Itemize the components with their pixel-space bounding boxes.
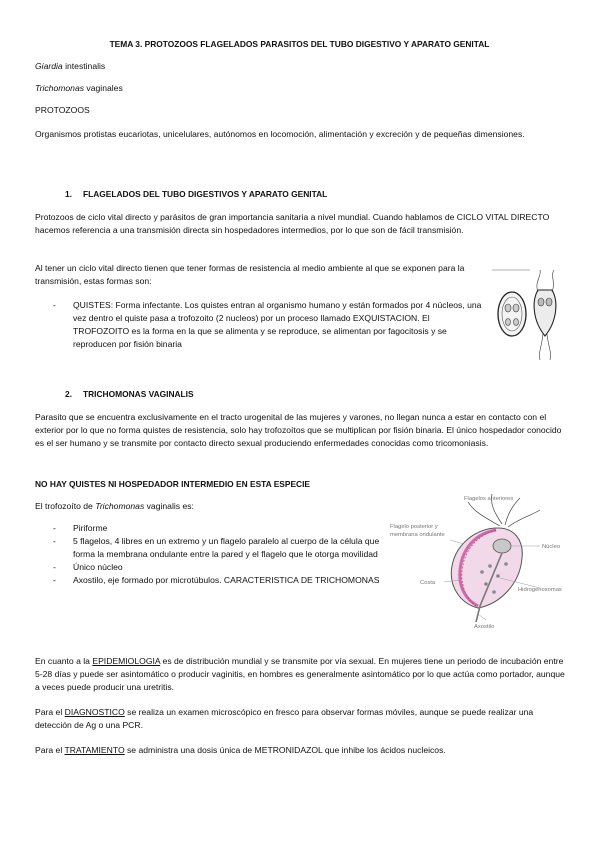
document-title: TEMA 3. PROTOZOOS FLAGELADOS PARASITOS DEL TUBO DIGESTIVO Y APARATO GENITAL: [109, 39, 490, 49]
section1-paragraph-1: Protozoos de ciclo vital directo y parásitos de gran importancia sanitaria a nivel mundial. Cuando hablamos de CICLO VITAL DIRECTO hacemos referencia a una transmisión directa sin hospedadores intermedios, por lo que son de fácil transmisión.: [35, 212, 550, 235]
section2-heading: 2. TRICHOMONAS VAGINALIS: [65, 389, 194, 399]
section2-paragraph-1: Parasito que se encuentra exclusivamente en el tracto urogenital de las mujeres y varones, no llegan nunca a estar en contacto con el exterior por lo que no forma quistes de resistencia, solo hay trofozoítos que se multiplican por fisión binaria. El único hospedador conocido es el ser humano y se transmite por contacto directo sexual produciendo enfermedades conocidas como tricomoniasis.: [35, 412, 562, 448]
tratamiento-paragraph: Para el TRATAMIENTO se administra una dosis única de METRONIDAZOL que inhibe los ácidos nucleicos.: [35, 745, 446, 755]
giardia-illustration: [490, 262, 570, 362]
label-nucleo: Núcleo: [542, 544, 561, 550]
trofozoito-list: [35, 522, 387, 587]
epidemiologia-term: EPIDEMIOLOGIA: [92, 656, 161, 666]
label-flagelos: Flagelos anteriores: [464, 496, 514, 502]
protozoos-definition: Organismos protistas eucariotas, unicelulares, autónomos en locomoción, alimentación y excreción y de pequeñas dimensiones.: [35, 129, 525, 139]
label-hidrogenosomas: Hidrogenosomas: [518, 587, 562, 593]
trichomonas-illustration: [390, 488, 570, 636]
section1-paragraph-2: Al tener un ciclo vital directo tienen que tener formas de resistencia al medio ambiente al que se exponen para la transmisión, estas formas son:: [35, 263, 465, 286]
section1-list: [35, 299, 485, 351]
diagnostico-paragraph: Para el DIAGNOSTICO se realiza un examen microscópico en fresco para observar formas móviles, aunque se puede realizar una detección de Ag o una PCR.: [35, 707, 534, 730]
list-item: - 5 flagelos, 4 libres en un extremo y un flagelo paralelo al cuerpo de la célula que forma la membrana ondulante entre la pared y el flagelo que le otorga movilidad: [35, 535, 387, 561]
trichomonas-line: Trichomonas vaginales: [35, 83, 123, 93]
epidemiologia-paragraph: En cuanto a la EPIDEMIOLOGIA es de distribución mundial y se transmite por vía sexual. En mujeres tiene un periodo de incubación entre 5-28 días y puede ser asintomático o producir vaginitis, en hombres es generalmente asintomático por lo que actúa como portador, aunque a veces puede producir una uretritis.: [35, 656, 565, 692]
list-item: - Piriforme: [35, 522, 387, 535]
label-axostilo: Axostilo: [474, 624, 495, 630]
list-item: - Único núcleo: [35, 561, 387, 574]
trichomonas-genus: Trichomonas: [35, 83, 85, 93]
label-flagelo-posterior: Flagelo posterior y: [390, 524, 438, 530]
section2-bold-note: NO HAY QUISTES NI HOSPEDADOR INTERMEDIO EN ESTA ESPECIE: [35, 479, 311, 489]
giardia-genus: Giardia: [35, 61, 63, 71]
section1-heading: 1. FLAGELADOS DEL TUBO DIGESTIVOS Y APARATO GENITAL: [65, 189, 328, 199]
tratamiento-term: TRATAMIENTO: [64, 745, 125, 755]
giardia-line: Giardia intestinalis: [35, 61, 106, 71]
protozoos-label: PROTOZOOS: [35, 105, 90, 115]
list-item: - Axostilo, eje formado por microtúbulos. CARACTERISTICA DE TRICHOMONAS: [35, 574, 387, 587]
label-costa: Costa: [420, 580, 436, 586]
label-membrana-ondulante: membrana ondulante: [390, 532, 445, 538]
diagnostico-term: DIAGNOSTICO: [64, 707, 125, 717]
list-item: - QUISTES: Forma infectante. Los quistes entran al organismo humano y están formados por 4 núcleos, una vez dentro el quiste pasa a trofozoito (2 nucleos) por un proceso llamado EXQUISTACION. El TROFOZOITO es la forma en la que se alimenta y se reproduce, se alimentan por fagocitosis y se reproducen por fisión binaria: [35, 299, 485, 351]
trofozoito-intro: El trofozoíto de Trichomonas vaginalis es:: [35, 501, 194, 511]
